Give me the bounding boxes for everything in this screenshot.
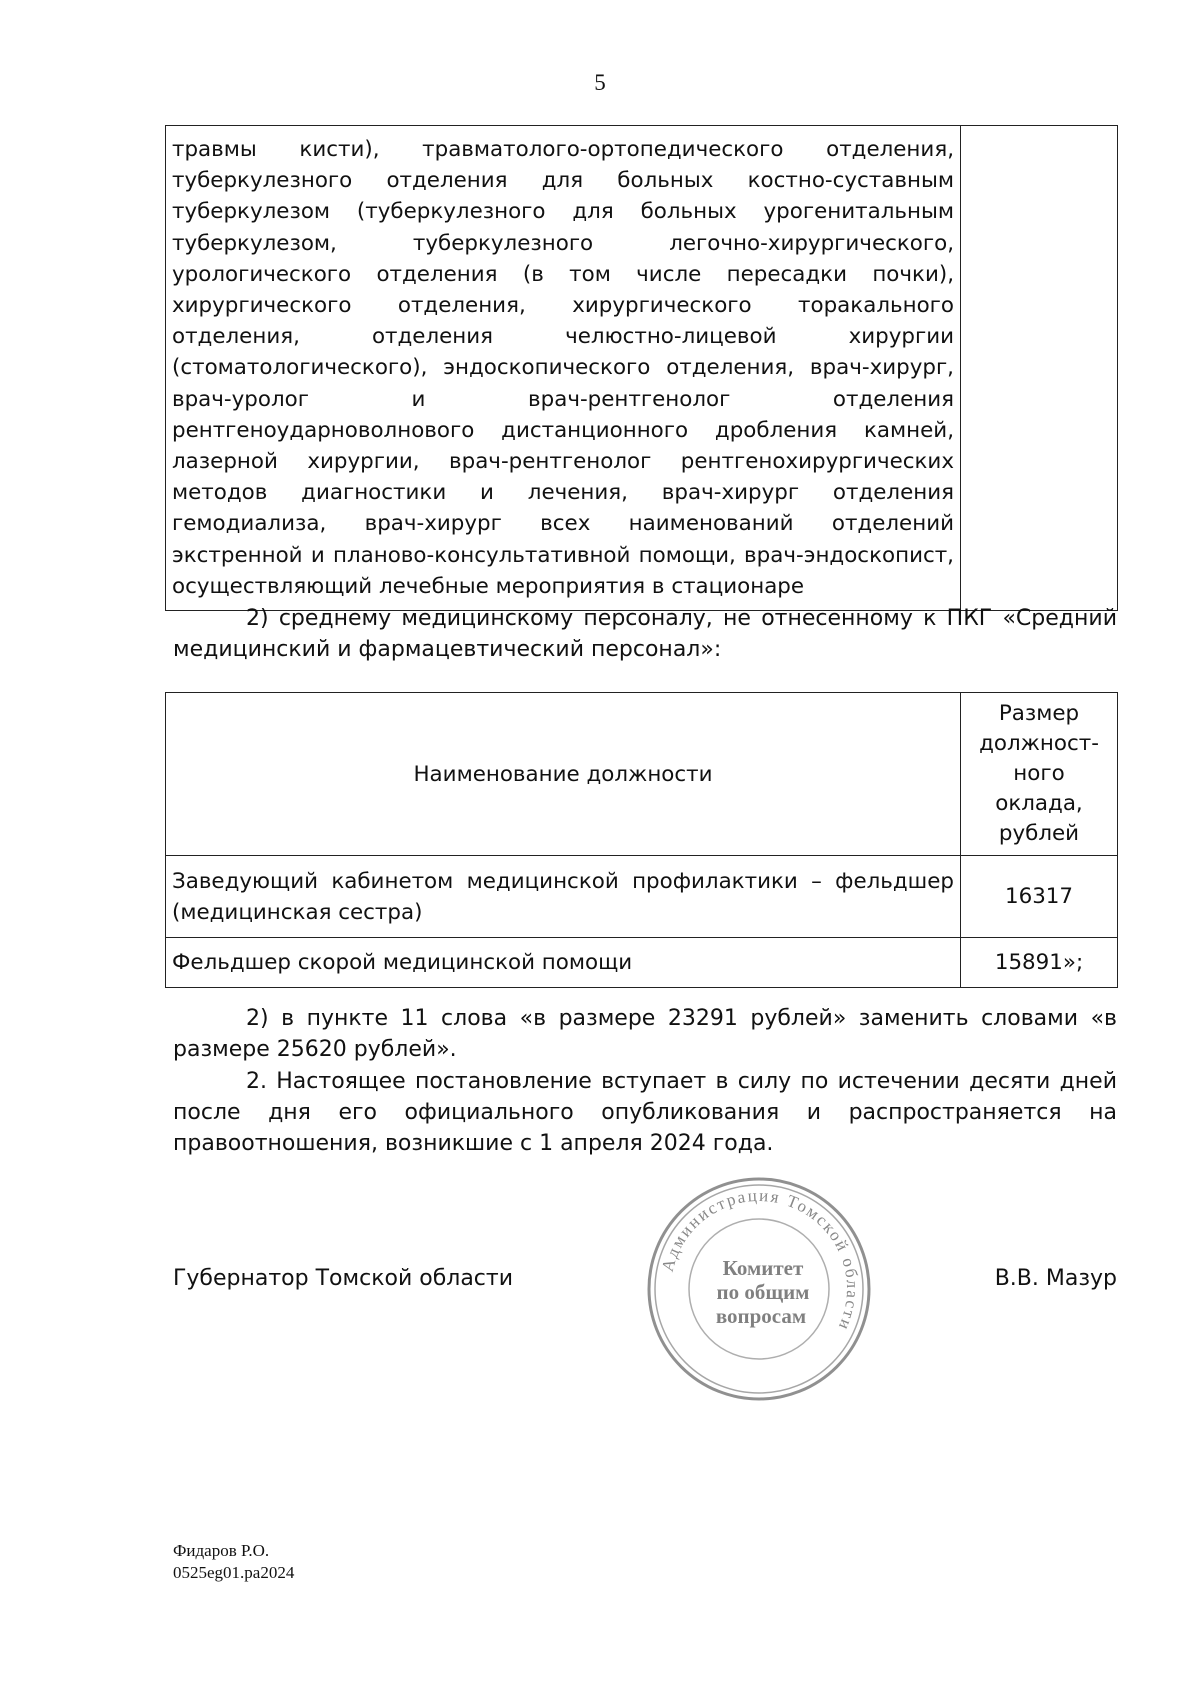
continuation-value [961,126,1118,611]
footer [173,1540,294,1584]
signatory-name: В.В. Мазур [994,1266,1117,1291]
table-row [166,938,1118,988]
continuation-text: травмы кисти), травматолого-ортопедического отделения, туберкулезного отделения для больных костно-суставным туберкулезом (туберкулезного для больных урогенитальным туберкулезом, туберкулезного легочно-хирургического, урологического отделения (в том числе пересадки почки), хирургического отделения, хирургического торакального отделения, отделения челюстно-лицевой хирургии (стоматологического), эндоскопического отделения, врач-хирург, врач-уролог и врач-рентгенолог отделения рентгеноударноволнового дистанционного дробления камней, лазерной хирургии, врач-рентгенолог рентгенохирургических методов диагностики и лечения, врач-хирург отделения гемодиализа, врач-хирург всех наименований отделений экстренной и планово-консультативной помощи, врач-эндоскопист, осуществляющий лечебные мероприятия в стационаре [166,126,961,611]
intro-paragraph: 2) среднему медицинскому персоналу, не отнесенному к ПКГ «Средний медицинский и фармацевтический персонал»: [173,606,1117,662]
amendment-paragraph: 2) в пункте 11 слова «в размере 23291 рублей» заменить словами «в размере 25620 рублей». [173,1006,1117,1062]
table-header-row [166,693,1118,856]
header-salary: Размер должност-ного оклада, рублей [961,693,1118,856]
table-row [166,126,1118,611]
stamp-line-3: вопросам [715,1304,807,1328]
position-name: Заведующий кабинетом медицинской профилактики – фельдшер (медицинская сестра) [166,856,961,938]
salary-value: 15891»; [961,938,1118,988]
salary-table [165,692,1118,988]
footer-code: 0525eg01.pa2024 [173,1563,295,1582]
salary-value: 16317 [961,856,1118,938]
footer-author: Фидаров Р.О. [173,1541,270,1560]
stamp-line-2: по общим [716,1280,810,1304]
page-number: 5 [594,70,606,95]
table-row [166,856,1118,938]
official-stamp [645,1175,873,1403]
effective-paragraph: 2. Настоящее постановление вступает в силу по истечении десяти дней после дня его официального опубликования и распространяется на правоотношения, возникшие с 1 апреля 2024 года. [173,1069,1117,1156]
stamp-outer-text: Администрация Томской области [657,1185,863,1335]
stamp-line-1: Комитет [722,1256,804,1280]
continuation-table [165,125,1118,611]
header-position-name: Наименование должности [166,693,961,856]
position-name: Фельдшер скорой медицинской помощи [166,938,961,988]
signatory-title: Губернатор Томской области [173,1266,514,1291]
